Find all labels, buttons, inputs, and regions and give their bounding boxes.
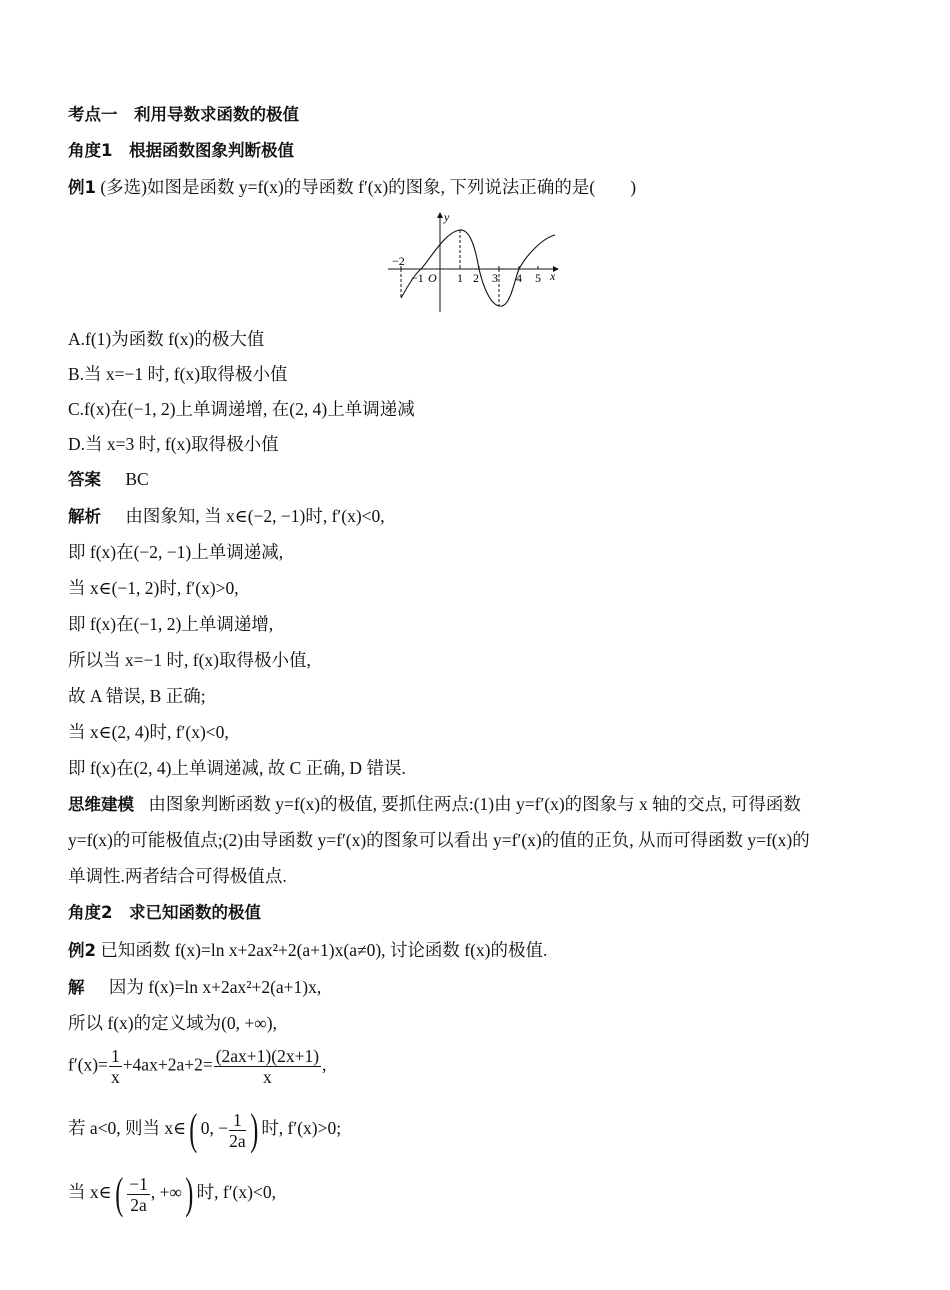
derivative-lhs: f′(x)= [68,1054,108,1075]
case1-frac-num: 1 [229,1110,246,1131]
frac1-num: 1 [110,1046,120,1066]
answer-label: 答案 [68,470,101,489]
solution-line-1 [68,976,321,999]
answer-line [68,468,149,491]
frac2-num: (2ax+1)(2x+1) [215,1046,320,1066]
fraction-factored [214,1046,321,1087]
analysis-line-6: 故 A 错误, B 正确; [68,686,206,706]
analysis-label: 解析 [68,507,101,526]
analysis-line-7: 当 x∈(2, 4)时, f′(x)<0, [68,722,229,742]
subsection-heading-2: 角度2 求已知函数的极值 [68,903,261,922]
example-2-stem [68,939,547,962]
derivative-mid: +4ax+2a+2= [122,1054,213,1075]
fraction-1-over-2a [229,1110,246,1151]
tick-label-5: 5 [535,271,541,285]
example-1-label: 例1 [68,178,96,197]
derivative-graph [385,210,565,315]
tick-label-3: 3 [492,271,498,285]
case2-pre: 当 x∈ [68,1182,112,1203]
thinking-line-3: 单调性.两者结合可得极值点. [68,866,287,886]
case1-pre: 若 a<0, 则当 x∈ [68,1118,187,1139]
thinking-line-2: y=f(x)的可能极值点;(2)由导函数 y=f′(x)的图象可以看出 y=f′(x)的值的正负, 从而可得函数 y=f(x)的 [68,830,810,850]
fraction-1-over-x [109,1046,122,1087]
subsection-heading-1: 角度1 根据函数图象判断极值 [68,141,294,160]
thinking-label: 思维建模 [68,795,134,814]
fraction-neg1-over-2a [127,1174,150,1215]
example-1-text: (多选)如图是函数 y=f(x)的导函数 f′(x)的图象, 下列说法正确的是( ) [100,177,637,197]
example-2-text: 已知函数 f(x)=ln x+2ax²+2(a+1)x(a≠0), 讨论函数 f(x)的极值. [100,940,548,960]
option-a: A.f(1)为函数 f(x)的极大值 [68,329,265,349]
derivative-curve [401,230,555,306]
example-2-label: 例2 [68,941,96,960]
tick-label-neg1: −1 [411,271,424,285]
tick-label-4: 4 [516,271,522,285]
x-axis-label: x [550,269,556,283]
case2-post: 时, f′(x)<0, [196,1182,276,1203]
case-2-line [68,1169,276,1218]
analysis-line-8: 即 f(x)在(2, 4)上单调递减, 故 C 正确, D 错误. [68,758,406,778]
thinking-text-1: 由图象判断函数 y=f(x)的极值, 要抓住两点:(1)由 y=f′(x)的图象与 x 轴的交点, 可得函数 [148,794,801,814]
derivative-end: , [322,1054,327,1075]
case1-frac-den: 2a [229,1130,246,1151]
analysis-line-4: 即 f(x)在(−1, 2)上单调递增, [68,614,274,634]
origin-label: O [428,271,437,285]
option-b: B.当 x=−1 时, f(x)取得极小值 [68,364,288,384]
analysis-line-1 [68,505,385,528]
tick-label-1: 1 [457,271,463,285]
case2-frac-num: −1 [129,1173,148,1194]
option-d: D.当 x=3 时, f(x)取得极小值 [68,434,279,454]
case1-post: 时, f′(x)>0; [261,1118,342,1139]
case1-interval: 0, − [200,1118,229,1139]
left-paren: ( [189,1105,198,1154]
right-paren: ) [249,1105,259,1154]
frac1-den: x [110,1067,120,1087]
analysis-line-5: 所以当 x=−1 时, f(x)取得极小值, [68,650,311,670]
solution-line-2: 所以 f(x)的定义域为(0, +∞), [68,1013,277,1033]
section-heading: 考点一 利用导数求函数的极值 [68,105,299,124]
example-1-stem [68,176,636,199]
y-axis-label: y [444,210,450,224]
case2-frac-den: 2a [130,1194,147,1215]
tick-label-2: 2 [473,271,479,285]
analysis-line-2: 即 f(x)在(−2, −1)上单调递减, [68,542,284,562]
answer-value: BC [125,469,149,489]
analysis-line-3: 当 x∈(−1, 2)时, f′(x)>0, [68,578,239,598]
derivative-line [68,1046,326,1087]
tick-label-neg2: −2 [392,254,405,268]
left-paren: ( [114,1169,123,1218]
case-1-line [68,1105,342,1154]
frac2-den: x [262,1067,272,1087]
thinking-line-1 [68,793,801,816]
solution-label: 解 [68,978,85,997]
analysis-text: 由图象知, 当 x∈(−2, −1)时, f′(x)<0, [125,506,385,526]
right-paren: ) [185,1169,194,1218]
case2-interval: , +∞ [150,1182,182,1203]
option-c: C.f(x)在(−1, 2)上单调递增, 在(2, 4)上单调递减 [68,399,415,419]
solution-text-1: 因为 f(x)=ln x+2ax²+2(a+1)x, [108,977,322,997]
y-axis-arrow [437,212,443,218]
